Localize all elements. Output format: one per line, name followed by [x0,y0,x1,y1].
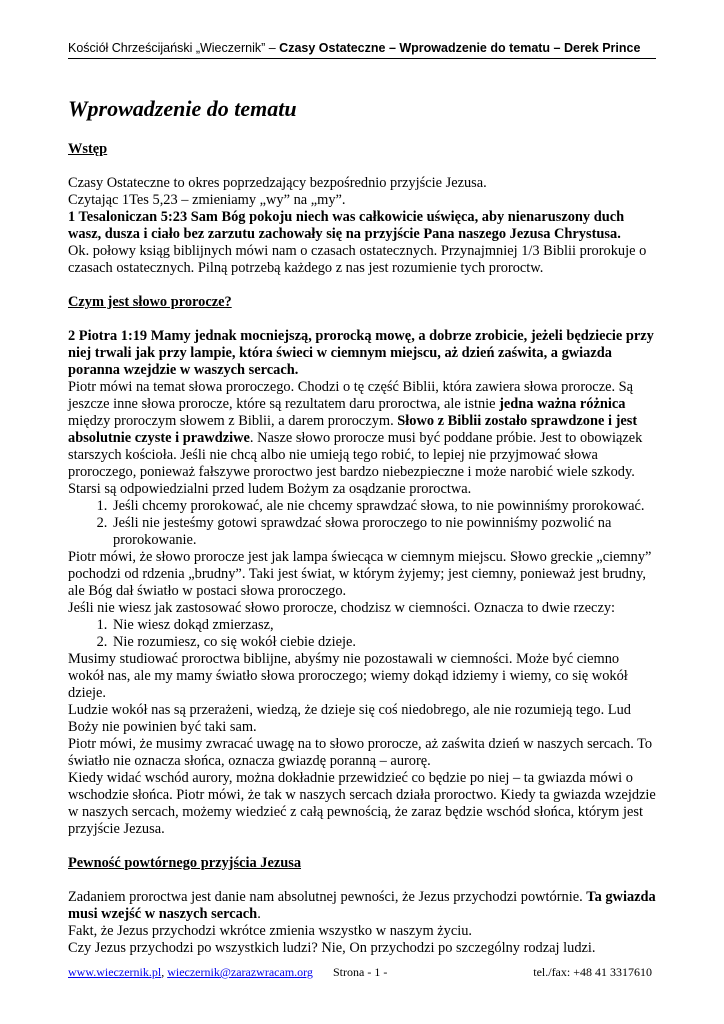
header-org: Kościół Chrześcijański „Wieczernik” – [68,41,280,55]
paragraph-pewnosc [68,889,658,923]
email-link[interactable]: wieczernik@zarazwracam.org [167,965,313,979]
bold-phrase: Ta gwiazda musi wzejść w naszych sercach [68,889,656,922]
page-number: Strona - 1 - [333,965,388,979]
paragraph-pytanie: Czy Jezus przychodzi po wszystkich ludzi? Nie, On przychodzi po szczególny rodzaj ludzi. [68,940,596,956]
paragraph-lampa: Piotr mówi, że słowo prorocze jest jak lampa świecąca w ciemnym miejscu. Słowo greckie „ciemny” pochodzi od rdzenia „brudny”. Taki jest świat, w którym żyjemy; jest ciemny, ponieważ jest brudny, ale Bóg dał światło w postaci słowa proroczego. [68,549,652,599]
list-item: 1. Nie wiesz dokąd zmierzasz, [111,617,658,634]
phone-fax: tel./fax: +48 41 3317610 [533,965,652,979]
numbered-list-1 [68,498,658,549]
paragraph-text: Piotr mówi na temat słowa proroczego. Chodzi o tę część Biblii, która zawiera słowa prorocze. Są jeszcze inne słowa prorocze, które są rezultatem daru proroctwa, ale istnie [68,379,634,412]
list-item: 1. Jeśli chcemy prorokować, ale nie chcemy sprawdzać słowa, to nie powinniśmy prorokować. [111,498,658,515]
intro-line-2: Czytając 1Tes 5,23 – zmieniamy „wy” na „my”. [68,192,346,208]
paragraph-piotr-1 [68,379,658,498]
document-body [68,96,658,957]
intro-line-1: Czasy Ostateczne to okres poprzedzający bezpośrednio przyjście Jezusa. [68,175,487,191]
section-heading-wstep: Wstęp [68,141,108,157]
section-heading-slowo-prorocze: Czym jest słowo prorocze? [68,294,232,310]
page-header [68,40,656,59]
paragraph-text: Zadaniem proroctwa jest danie nam absolutnej pewności, że Jezus przychodzi powtórnie. [68,889,587,905]
paragraph-text: . [257,906,261,922]
paragraph-text: . Nasze słowo prorocze musi być poddane próbie. Jest to obowiązek starszych kościoła. Jeśli nie chcą albo nie umieją tego robić, to lepiej nie przyjmować słowa proroczego, ponieważ fałszywe proroctwo jest bardzo niebezpieczne i może narobić wiele szkody. Starsi są odpowiedzialni przed ludem Bożym za osądzanie proroctwa. [68,430,643,497]
verse-2-piotra: 2 Piotra 1:19 Mamy jednak mocniejszą, prorocką mowę, a dobrze zrobicie, jeżeli będziecie przy niej trwali jak przy lampie, która świeci w ciemnym miejscu, aż dzień zaświta, a gwiazda poranna wzejdzie w waszych sercach. [68,328,654,378]
paragraph-gwiazda: Piotr mówi, że musimy zwracać uwagę na to słowo prorocze, aż zaświta dzień w naszych sercach. To światło nie oznacza słońca, oznacza gwiazdę poranną – aurorę. [68,736,653,769]
verse-1-tes: 1 Tesaloniczan 5:23 Sam Bóg pokoju niech was całkowicie uświęca, aby nienaruszony duch wasz, dusza i ciało bez zarzutu zachowały się na przyjście Pana naszego Jezusa Chrystusa. [68,209,625,242]
page-footer [68,965,652,979]
section-heading-pewnosc: Pewność powtórnego przyjścia Jezusa [68,855,302,871]
list-item: 2. Nie rozumiesz, co się wokół ciebie dzieje. [111,634,658,651]
bold-phrase: Słowo z Biblii zostało sprawdzone i jest absolutnie czyste i prawdziwe [68,413,638,446]
paragraph-fakt: Fakt, że Jezus przychodzi wkrótce zmienia wszystko w naszym życiu. [68,923,473,939]
paragraph-studiowac: Musimy studiować proroctwa biblijne, abyśmy nie pozostawali w ciemności. Może być ciemno wokół nas, ale my mamy światło słowa proroczego; wiemy dokąd idziemy i wiemy, co się wokół dzieje. [68,651,628,701]
list-item: 2. Jeśli nie jesteśmy gotowi sprawdzać słowa proroczego to nie powinniśmy pozwolić na prorokowanie. [111,515,658,549]
footer-separator: , [161,965,168,979]
website-link[interactable]: www.wieczernik.pl [68,965,162,979]
numbered-list-2 [68,617,658,651]
paragraph-ludzie: Ludzie wokół nas są przerażeni, wiedzą, że dzieje się coś niedobrego, ale nie rozumieją tego. Lud Boży nie powinien być taki sam. [68,702,631,735]
header-title: Czasy Ostateczne – Wprowadzenie do tematu – Derek Prince [279,41,641,55]
document-title: Wprowadzenie do tematu [68,96,297,121]
paragraph-aurora: Kiedy widać wschód aurory, można dokładnie przewidzieć co będzie po niej – ta gwiazda mówi o wschodzie słońca. Piotr mówi, że tak w naszych sercach działa proroctwo. Kiedy ta gwiazda wzejdzie w naszych sercach, możemy wiedzieć z całą pewnością, że zaraz będzie wschód słońca, którym jest przyjście Jezusa. [68,770,656,837]
intro-paragraph: Ok. połowy ksiąg biblijnych mówi nam o czasach ostatecznych. Przynajmniej 1/3 Biblii prorokuje o czasach ostatecznych. Pilną potrzebą każdego z nas jest rozumienie tych proroctw. [68,243,647,276]
paragraph-text: między proroczym słowem z Biblii, a darem proroczym. [68,413,398,429]
paragraph-ciemnosc: Jeśli nie wiesz jak zastosować słowo prorocze, chodzisz w ciemności. Oznacza to dwie rzeczy: [68,600,616,616]
bold-phrase: jedna ważna różnica [499,396,626,412]
